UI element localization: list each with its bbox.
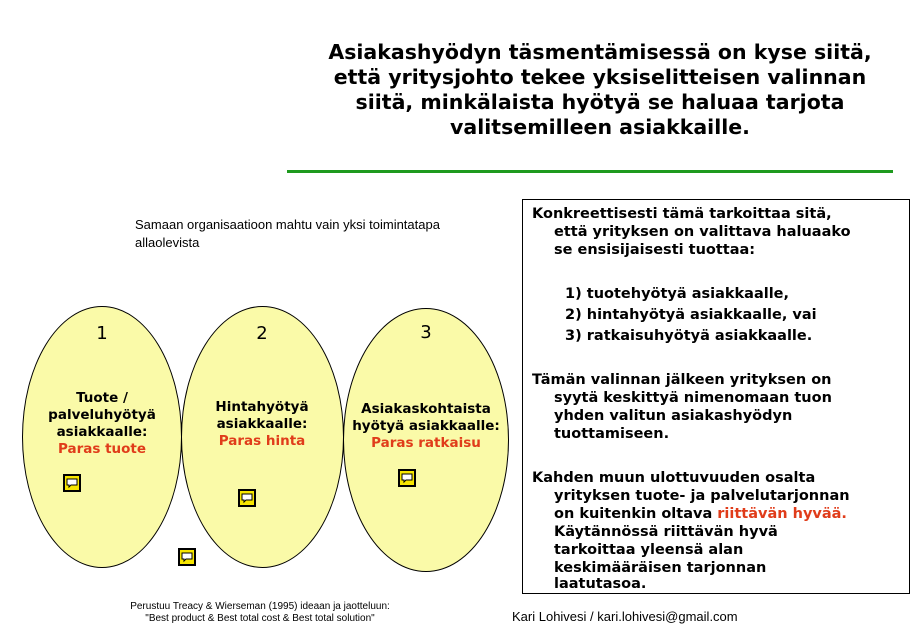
explanation-panel [522, 199, 910, 594]
panel-line: yrityksen tuote- ja palvelutarjonnan [554, 488, 850, 504]
oval-solution-text [344, 401, 508, 452]
panel-list-item: 3) ratkaisuhyötyä asiakkaalle. [565, 328, 813, 344]
title-line: että yritysjohto tekee yksiselitteisen valinnan [333, 65, 867, 89]
oval-line: asiakkaalle: [216, 416, 308, 432]
oval-line: asiakkaalle: [56, 424, 148, 440]
panel-line: yhden valitun asiakashyödyn [554, 408, 793, 424]
panel-line: se ensisijaisesti tuottaa: [554, 242, 756, 258]
panel-line: Tämän valinnan jälkeen yrityksen on [532, 372, 832, 388]
panel-line: tuottamiseen. [554, 426, 670, 442]
comment-note-icon[interactable] [63, 474, 81, 492]
panel-list-item: 2) hintahyötyä asiakkaalle, vai [565, 307, 817, 323]
panel-line: laatutasoa. [554, 576, 647, 592]
title-line: Asiakashyödyn täsmentämisessä on kyse siitä, [328, 40, 872, 64]
intro-line: Samaan organisaatioon mahtu vain yksi toimintatapa [135, 217, 440, 232]
panel-highlight: riittävän hyvää. [717, 506, 847, 522]
panel-line: Käytännössä riittävän hyvä [554, 524, 778, 540]
oval-highlight: Paras hinta [218, 433, 306, 449]
panel-line: keskimääräisen tarjonnan [554, 560, 767, 576]
panel-line: Konkreettisesti tämä tarkoittaa sitä, [532, 206, 832, 222]
comment-note-icon[interactable] [238, 489, 256, 507]
oval-line: Asiakaskohtaista [361, 401, 491, 417]
oval-number: 2 [256, 323, 268, 344]
title-line: siitä, minkälaista hyötyä se haluaa tarjota [355, 90, 845, 114]
panel-line: että yrityksen on valittava haluaako [554, 224, 851, 240]
slide-title [300, 40, 900, 140]
panel-line: tarkoittaa yleensä alan [554, 542, 744, 558]
oval-line: Hintahyötyä [215, 399, 309, 415]
intro-line: allaolevista [135, 235, 200, 250]
title-underline [287, 170, 893, 173]
credit-line: Perustuu Treacy & Wierseman (1995) ideaan ja jaotteluun: [130, 601, 390, 612]
panel-line: Kahden muun ulottuvuuden osalta [532, 470, 816, 486]
panel-list-item: 1) tuotehyötyä asiakkaalle, [565, 286, 790, 302]
title-line: valitsemilleen asiakkaille. [450, 115, 750, 139]
oval-line: hyötyä asiakkaalle: [352, 418, 500, 434]
author-credit: Kari Lohivesi / kari.lohivesi@gmail.com [512, 609, 738, 624]
oval-highlight: Paras tuote [57, 441, 147, 457]
comment-note-icon[interactable] [398, 469, 416, 487]
comment-note-icon[interactable] [178, 548, 196, 566]
oval-number: 1 [96, 323, 108, 344]
panel-line: syytä keskittyä nimenomaan tuon [554, 390, 832, 406]
credit-line: "Best product & Best total cost & Best total solution" [145, 613, 375, 624]
oval-line: palveluhyötyä [48, 407, 156, 423]
oval-number: 3 [420, 322, 432, 343]
oval-price-text [186, 399, 338, 450]
oval-highlight: Paras ratkaisu [371, 435, 481, 451]
oval-product-text [28, 390, 176, 458]
panel-line [554, 505, 847, 523]
intro-text [135, 216, 495, 252]
source-credit [60, 601, 460, 625]
panel-line-text: on kuitenkin oltava [554, 506, 718, 522]
oval-line: Tuote / [76, 390, 128, 406]
